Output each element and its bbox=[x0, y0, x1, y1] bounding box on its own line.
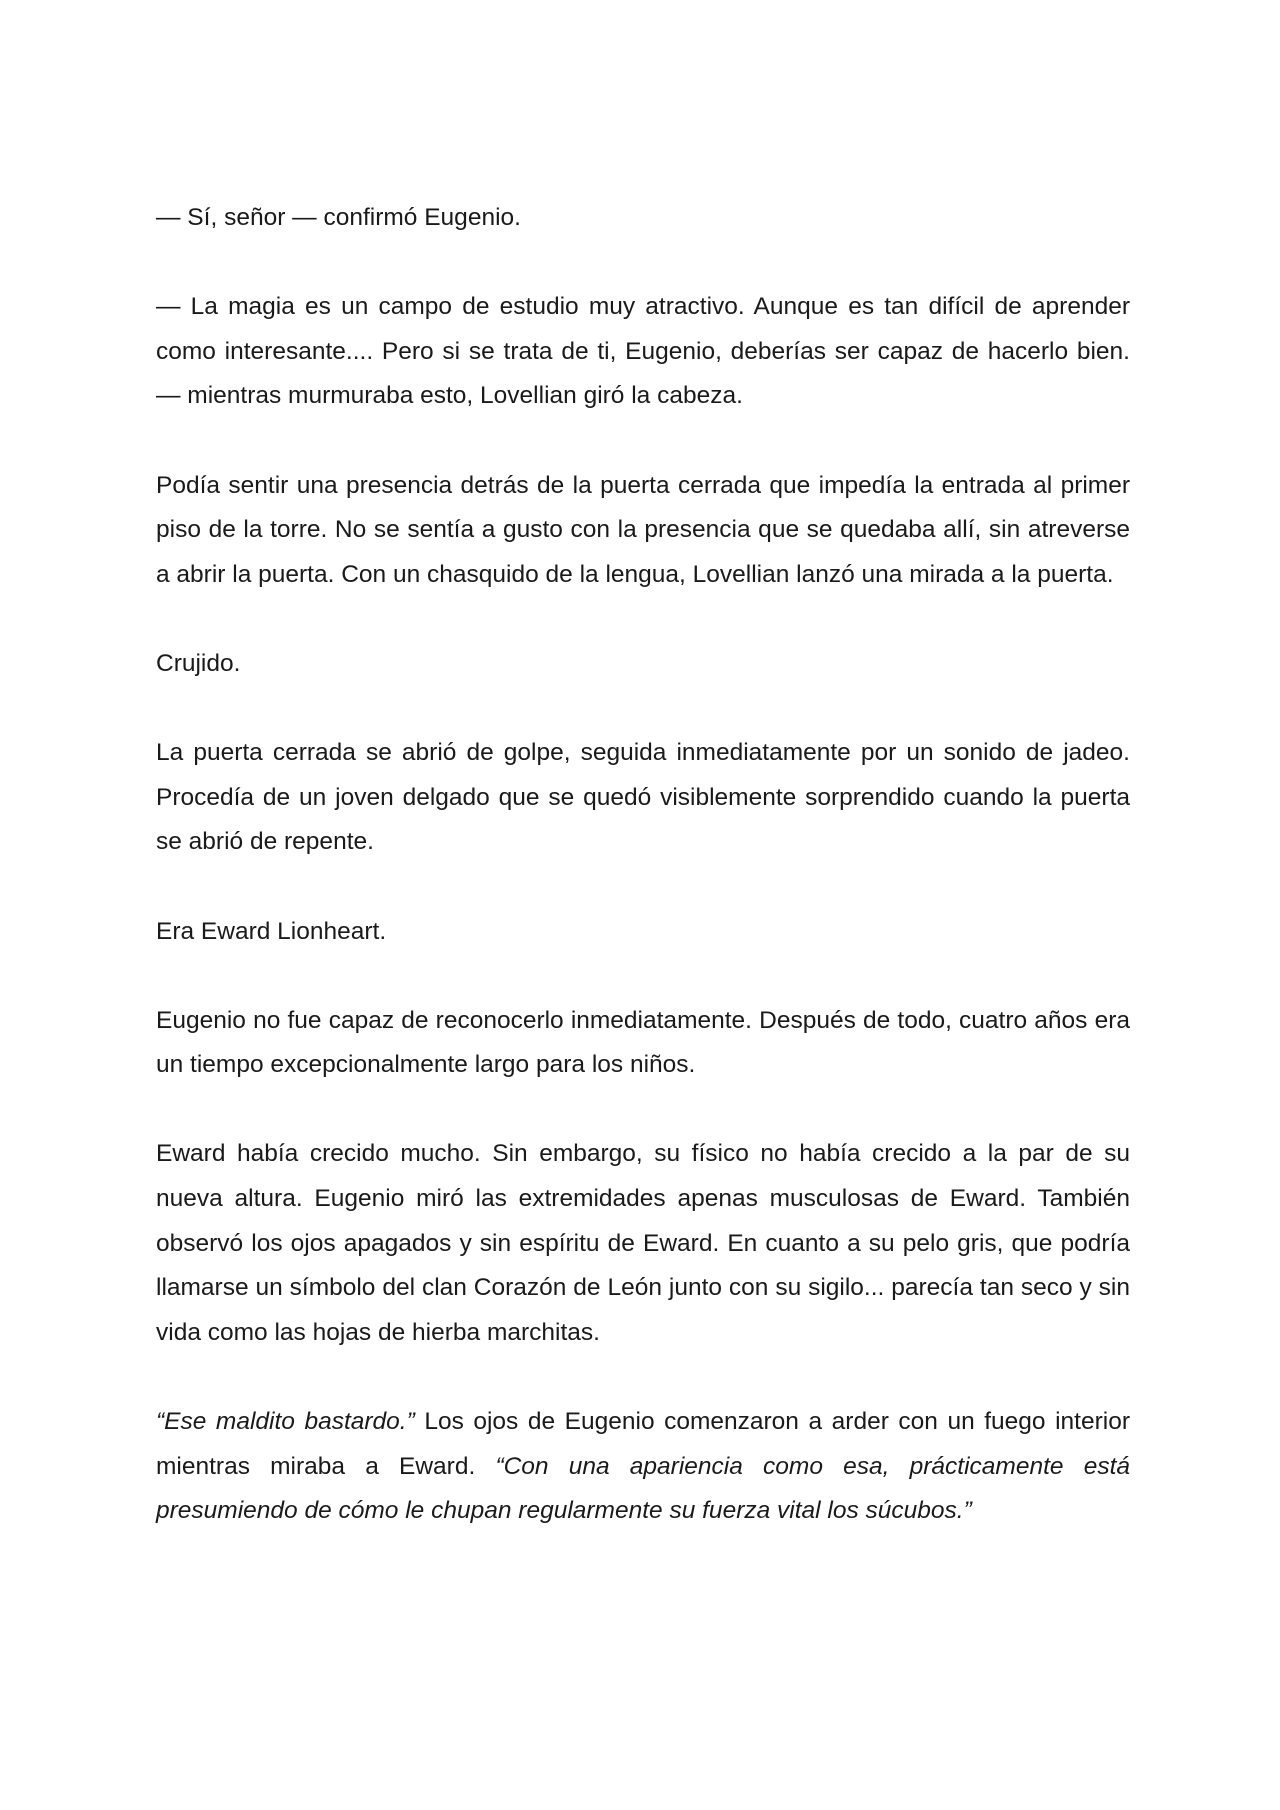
italic-thought-1: “Ese maldito bastardo.” bbox=[156, 1408, 415, 1436]
paragraph-dialogue-confirm: — Sí, señor — confirmó Eugenio. bbox=[156, 204, 521, 231]
paragraph-recognition: Eugenio no fue capaz de reconocerlo inmediatamente. Después de todo, cuatro años era un tiempo excepcionalmente largo para los niños. bbox=[156, 1006, 1130, 1079]
paragraph-presence: Podía sentir una presencia detrás de la puerta cerrada que impedía la entrada al primer piso de la torre. No se sentía a gusto con la presencia que se quedaba allí, sin atreverse a abrir la puerta. Con un chasquido de la lengua, Lovellian lanzó una mirada a la puerta. bbox=[156, 471, 1130, 588]
narration-text: Los ojos de Eugenio comenzaron a arder con un fuego interior mientras miraba a Eward. bbox=[156, 1408, 1130, 1480]
paragraph-eugenio-thoughts bbox=[156, 1400, 1130, 1534]
paragraph-door-opened: La puerta cerrada se abrió de golpe, seguida inmediatamente por un sonido de jadeo. Procedía de un joven delgado que se quedó visiblemente sorprendido cuando la puerta se abrió de repente. bbox=[156, 739, 1130, 856]
paragraph-creak: Crujido. bbox=[156, 649, 241, 677]
document-page bbox=[156, 196, 1130, 1578]
paragraph-dialogue-magic: — La magia es un campo de estudio muy atractivo. Aunque es tan difícil de aprender como interesante.... Pero si se trata de ti, Eugenio, deberías ser capaz de hacerlo bien. — mientras murmuraba esto, Lovellian giró la cabeza. bbox=[156, 293, 1130, 410]
paragraph-eward-description: Eward había crecido mucho. Sin embargo, su físico no había crecido a la par de su nueva altura. Eugenio miró las extremidades apenas musculosas de Eward. También observó los ojos apagados y sin espíritu de Eward. En cuanto a su pelo gris, que podría llamarse un símbolo del clan Corazón de León junto con su sigilo... parecía tan seco y sin vida como las hojas de hierba marchitas. bbox=[156, 1140, 1130, 1346]
paragraph-eward-identity: Era Eward Lionheart. bbox=[156, 917, 387, 945]
italic-thought-2: “Con una apariencia como esa, prácticamente está presumiendo de cómo le chupan regularmente su fuerza vital los súcubos.” bbox=[156, 1452, 1130, 1525]
